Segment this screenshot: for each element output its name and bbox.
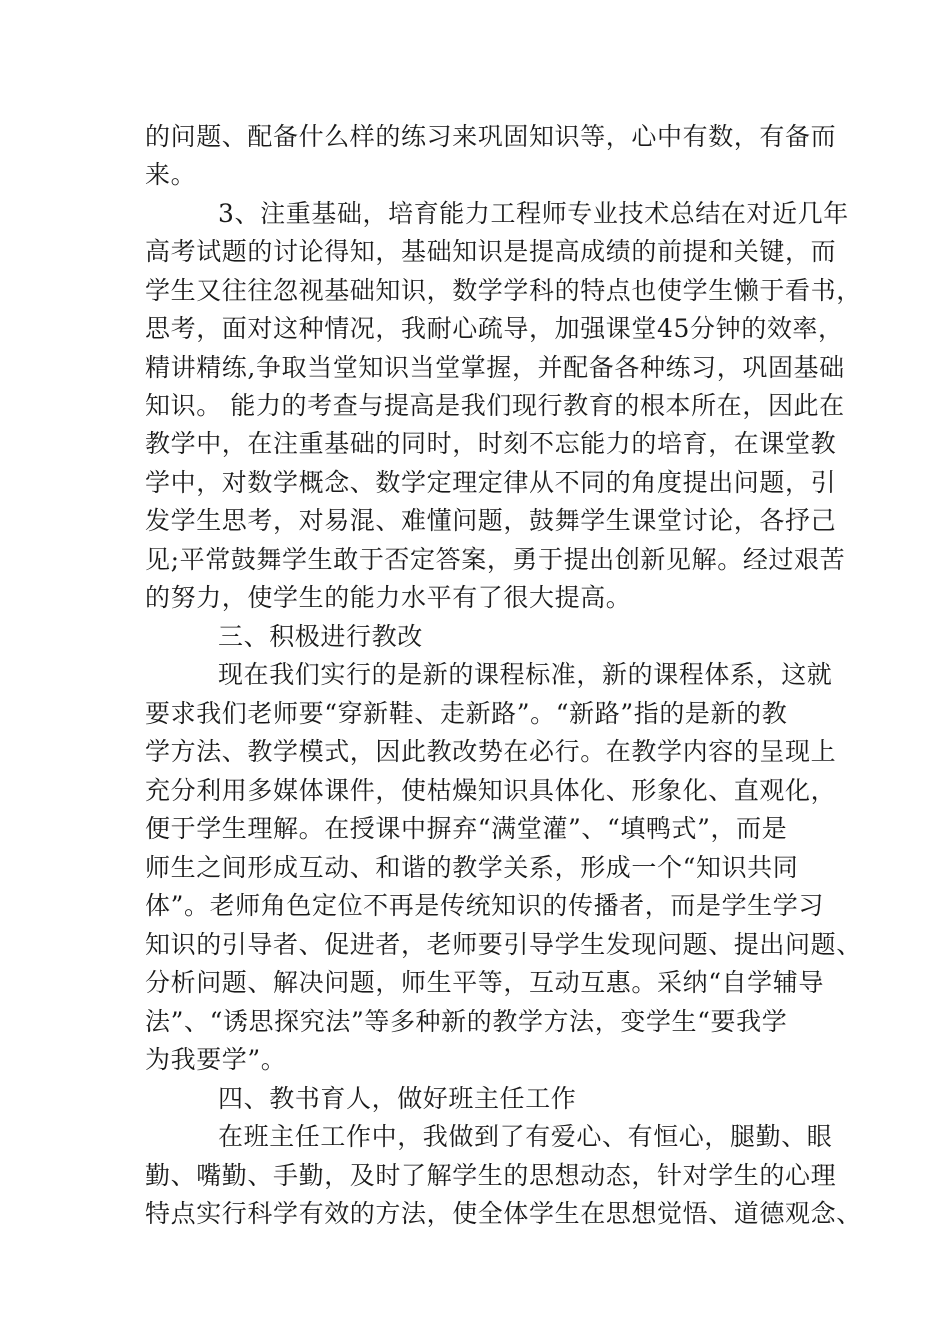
text-line: 为我要学”。: [145, 1045, 287, 1074]
text-line: 特点实行科学有效的方法，使全体学生在思想觉悟、道德观念、: [145, 1199, 862, 1228]
text-line: 精讲精练,争取当堂知识当堂掌握，并配备各种练习，巩固基础: [145, 353, 845, 382]
text-line: 学方法、教学模式，因此教改势在必行。在教学内容的呈现上: [145, 737, 837, 766]
text-line: 充分利用多媒体课件，使枯燥知识具体化、形象化、直观化，: [145, 776, 837, 805]
text-line: 发学生思考，对易混、难懂问题，鼓舞学生课堂讨论，各抒己: [145, 506, 837, 535]
text-line: 要求我们老师要“穿新鞋、走新路”。“新路”指的是新的教: [145, 699, 788, 728]
text-line: 高考试题的讨论得知，基础知识是提高成绩的前提和关键，而: [145, 237, 837, 266]
text-line: 教学中，在注重基础的同时，时刻不忘能力的培育，在课堂教: [145, 429, 837, 458]
text-line: 现在我们实行的是新的课程标准，新的课程体系，这就: [218, 660, 833, 689]
text-line: 在班主任工作中，我做到了有爱心、有恒心，腿勤、眼: [218, 1122, 833, 1151]
text-line: 知识。 能力的考查与提高是我们现行教育的根本所在，因此在: [145, 391, 845, 420]
section-heading: 四、教书育人，做好班主任工作: [218, 1084, 577, 1113]
text-line: 分析问题、解决问题，师生平等，互动互惠。采纳“自学辅导: [145, 968, 824, 997]
text-line: 知识的引导者、促进者，老师要引导学生发现问题、提出问题、: [145, 930, 862, 959]
text-line: 见;平常鼓舞学生敢于否定答案，勇于提出创新见解。经过艰苦: [145, 545, 846, 574]
text-line: 的问题、配备什么样的练习来巩固知识等，心中有数，有备而: [145, 122, 837, 151]
text-line: 勤、嘴勤、手勤，及时了解学生的思想动态，针对学生的心理: [145, 1161, 837, 1190]
text-line: 学生又往往忽视基础知识，数学学科的特点也使学生懒于看书，: [145, 276, 862, 305]
text-line: 法”、“诱思探究法”等多种新的教学方法，变学生“要我学: [145, 1007, 788, 1036]
section-heading: 三、积极进行教改: [218, 622, 423, 651]
text-line: 的努力，使学生的能力水平有了很大提高。: [145, 583, 632, 612]
text-line: 师生之间形成互动、和谐的教学关系，形成一个“知识共同: [145, 853, 799, 882]
text-line: 思考，面对这种情况，我耐心疏导，加强课堂45分钟的效率，: [145, 314, 844, 343]
text-line: 来。: [145, 160, 197, 189]
text-line: 体”。老师角色定位不再是传统知识的传播者，而是学生学习: [145, 891, 824, 920]
text-line: 3、注重基础，培育能力工程师专业技术总结在对近几年: [218, 199, 849, 228]
text-line: 学中，对数学概念、数学定理定律从不同的角度提出问题，引: [145, 468, 837, 497]
text-line: 便于学生理解。在授课中摒弃“满堂灌”、“填鸭式”，而是: [145, 814, 788, 843]
